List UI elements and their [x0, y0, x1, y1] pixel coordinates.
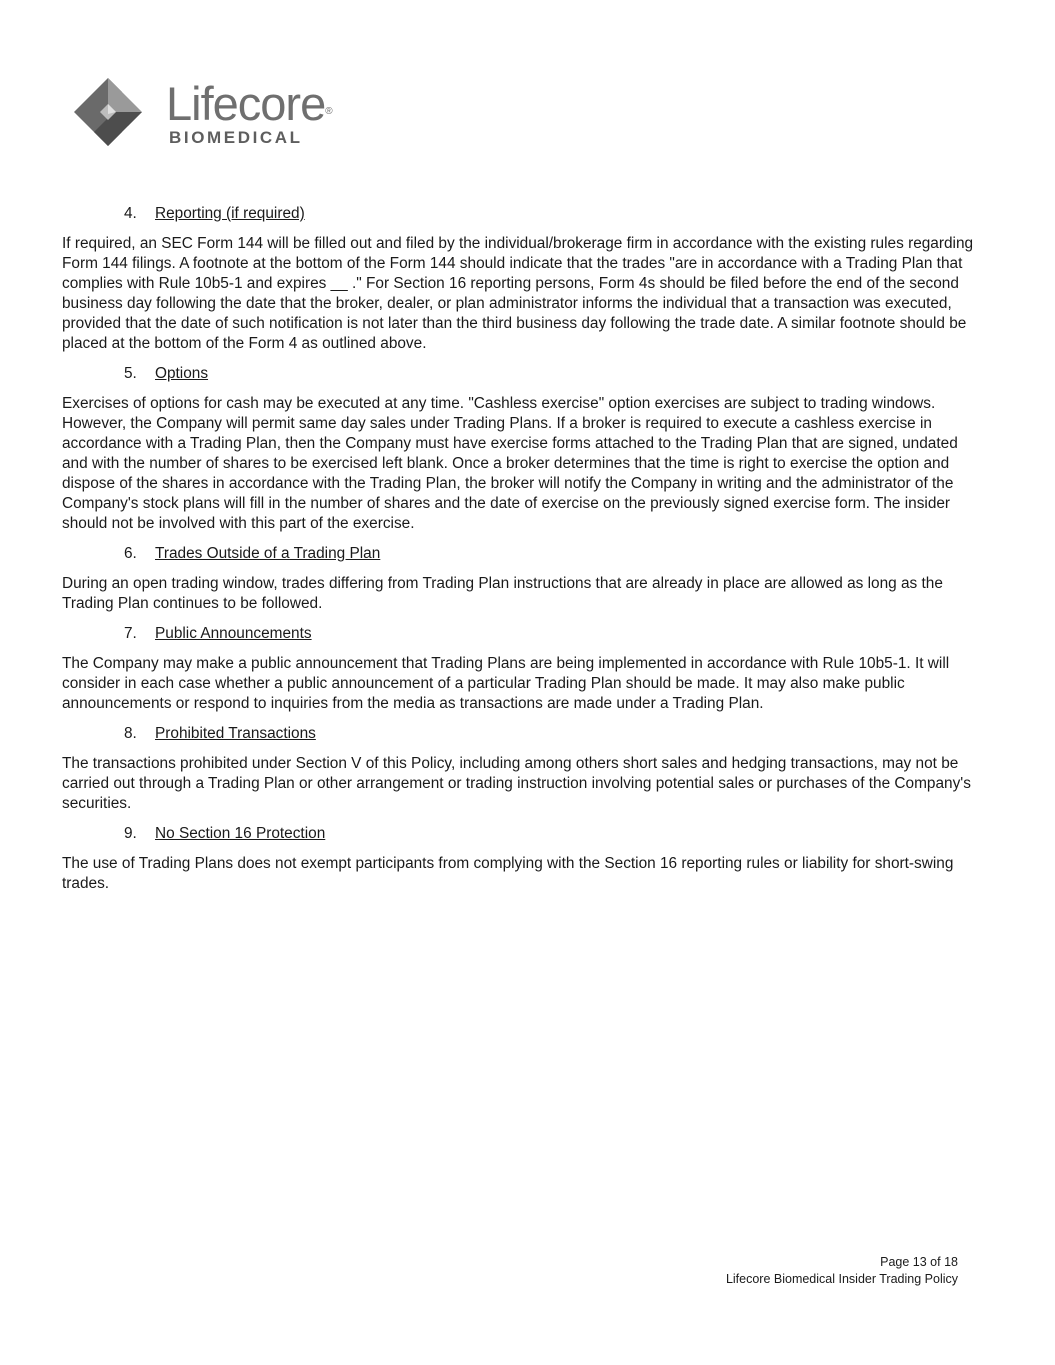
section-number: 4. [124, 205, 137, 222]
section-heading-reporting [62, 204, 982, 224]
section-heading-no-section-16 [62, 824, 982, 844]
section-title: Options [155, 365, 209, 382]
section-number: 5. [124, 365, 137, 382]
section-body-reporting: If required, an SEC Form 144 will be filled out and filed by the individual/brokerage firm in accordance with the existing rules regarding Form 144 filings. A footnote at the bottom of the Form 144 should indicate that the trades "are in accordance with a Trading Plan that complies with Rule 10b5-1 and expires __ ." For Section 16 reporting persons, Form 4s should be filed before the end of the second business day following the date that the broker, dealer, or plan administrator informs the individual that a transaction was executed, provided that the date of such notification is not later than the third business day following the trade date. A similar footnote should be placed at the bottom of the Form 4 as outlined above. [62, 235, 974, 352]
page-number: Page 13 of 18 [880, 1255, 958, 1269]
section-body-no-section-16: The use of Trading Plans does not exempt participants from complying with the Section 16 reporting rules or liability for short-swing trades. [62, 855, 954, 892]
section-body-public-announcements: The Company may make a public announcement that Trading Plans are being implemented in accordance with Rule 10b5-1. It will consider in each case whether a public announcement of a particular Trading Plan should be made. It may also make public announcements or respond to inquiries from the media as transactions are made under a Trading Plan. [62, 655, 950, 712]
section-heading-trades-outside [62, 544, 982, 564]
footer-document-title: Lifecore Biomedical Insider Trading Policy [725, 1272, 958, 1286]
page-footer [726, 1254, 958, 1288]
company-logo [74, 78, 364, 156]
section-heading-public-announcements [62, 624, 982, 644]
logo-wordmark: Lifecore® [166, 77, 333, 130]
section-number: 7. [124, 625, 137, 642]
section-title: No Section 16 Protection [155, 825, 326, 842]
section-title: Trades Outside of a Trading Plan [155, 545, 381, 562]
section-title: Prohibited Transactions [155, 725, 316, 742]
section-heading-prohibited-transactions [62, 724, 982, 744]
document-body [62, 204, 982, 904]
section-number: 6. [124, 545, 137, 562]
section-body-options: Exercises of options for cash may be executed at any time. "Cashless exercise" option exercises are subject to trading windows. However, the Company will permit same day sales under Trading Plans. If a broker is required to execute a cashless exercise in accordance with a Trading Plan, then the Company must have exercise forms attached to the Trading Plan that are signed, undated and with the number of shares to be exercised left blank. Once a broker determines that the time is right to exercise the option and dispose of the shares in accordance with the Trading Plan, the broker will notify the Company in writing and the administrator of the Company's stock plans will fill in the number of shares and the date of exercise on the previously signed exercise form. The insider should not be involved with this part of the exercise. [62, 395, 958, 532]
section-number: 9. [124, 825, 137, 842]
section-title: Reporting (if required) [155, 205, 305, 222]
section-title: Public Announcements [155, 625, 312, 642]
section-body-prohibited-transactions: The transactions prohibited under Section V of this Policy, including among others short sales and hedging transactions, may not be carried out through a Trading Plan or other arrangement or trading instruction involving potential sales or purchases of the Company's securities. [62, 755, 971, 812]
logo-subtitle: BIOMEDICAL [169, 128, 303, 147]
diamond-logo-icon [74, 78, 164, 156]
section-body-trades-outside: During an open trading window, trades differing from Trading Plan instructions that are already in place are allowed as long as the Trading Plan continues to be followed. [62, 575, 943, 612]
section-number: 8. [124, 725, 137, 742]
section-heading-options [62, 364, 982, 384]
